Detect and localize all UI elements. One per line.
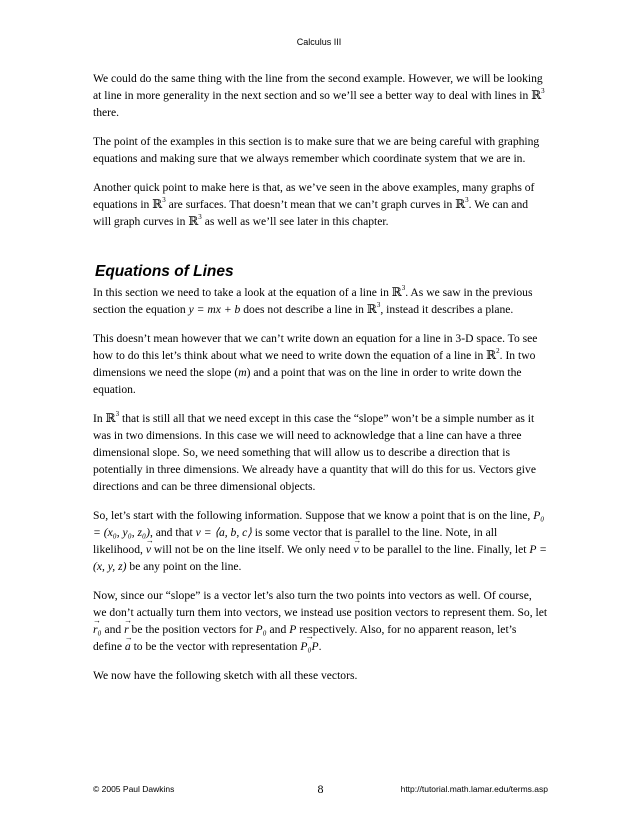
superscript: 3 (541, 87, 545, 95)
paragraph-3 (93, 179, 548, 230)
paragraph-text: In this section we need to take a look at the equation of a line in (93, 286, 389, 299)
real-numbers-symbol: ℝ (391, 285, 402, 299)
section-title: Equations of Lines (95, 263, 234, 280)
real-numbers-symbol: ℝ (455, 197, 466, 211)
paragraph-text: be any point on the line. (129, 560, 242, 573)
paragraph-text: , instead it describes a plane. (380, 303, 514, 316)
paragraph-text: In (93, 412, 103, 425)
paragraph-9: We now have the following sketch with all these vectors. (93, 669, 358, 682)
paragraph-text: . We can and will graph curves in (93, 198, 529, 228)
paragraph-text: be the position vectors for (131, 623, 253, 636)
paragraph-text: that is still all that we need except in this case the “slope” won’t be a simple number as it was in two dimensions. In this case we will need to acknowledge that a line can have a three dimensional slope. So, we need something that will allow us to describe a direction that is potentially in three dimensions. We already have a quantity that will do this for us. Vectors give directions and can be three dimensional objects. (93, 412, 536, 493)
page-footer (93, 782, 548, 798)
slope-symbol: m (238, 366, 247, 379)
paragraph-text: We could do the same thing with the line from the second example. However, we will be looking at line in more generality in the next section and so we’ll see a better way to deal with lines in (93, 72, 543, 102)
superscript: 3 (401, 284, 406, 292)
real-numbers-symbol: ℝ (531, 88, 542, 102)
paragraph-text: So, let’s start with the following information. Suppose that we know a point that is on the line, (93, 509, 531, 522)
real-numbers-symbol: ℝ (366, 302, 377, 316)
terms-url: http://tutorial.math.lamar.edu/terms.asp (400, 784, 548, 794)
real-numbers-symbol: ℝ (152, 197, 163, 211)
paragraph-8 (93, 587, 548, 655)
paragraph-text: . (318, 640, 322, 653)
paragraph-text: does not describe a line in (243, 303, 364, 316)
paragraph-text: Another quick point to make here is that, as we’ve seen in the above examples, many graphs of equations in (93, 181, 535, 211)
real-numbers-symbol: ℝ (188, 214, 199, 228)
paragraph-6 (93, 410, 548, 495)
vector-a-symbol: → a (125, 638, 131, 655)
paragraph-1 (93, 70, 548, 121)
page-number: 8 (317, 782, 324, 796)
superscript: 3 (198, 213, 202, 221)
paragraph-4 (93, 284, 548, 318)
paragraph-text: and (104, 623, 122, 636)
superscript: 3 (115, 410, 120, 418)
vector-v-symbol: → v (353, 541, 358, 558)
paragraph-text: to be the vector with representation (133, 640, 298, 653)
paragraph-7 (93, 507, 548, 575)
vector-v-symbol: → v (146, 541, 151, 558)
page-header: Calculus III (296, 37, 342, 47)
paragraph-text: is some vector that is parallel to the line. Note, in all likelihood, (93, 526, 498, 556)
paragraph-text: will not be on the line itself. We only need (153, 543, 351, 556)
paragraph-5 (93, 330, 548, 398)
real-numbers-symbol: ℝ (105, 411, 116, 425)
paragraph-text: respectively. Also, for no apparent reason, let’s define (93, 623, 517, 653)
paragraph-2: The point of the examples in this section is to make sure that we are being careful with graphing equations and making sure that we always remember which coordinate system that we are in. (93, 135, 540, 165)
superscript: 3 (465, 196, 469, 204)
paragraph-text: there. (93, 106, 120, 119)
superscript: 3 (162, 196, 166, 204)
point-p-equation: P = (x, y, z) (93, 543, 547, 573)
paragraph-text: to be parallel to the line. Finally, let (361, 543, 527, 556)
point-p0-symbol: P₀ (255, 623, 267, 636)
point-p-symbol: P (289, 623, 297, 636)
real-numbers-symbol: ℝ (486, 348, 497, 362)
paragraph-text: This doesn’t mean however that we can’t write down an equation for a line in 3-D space. To see how to do this let’s think about what we need to write down the equation of a line in (93, 332, 538, 362)
paragraph-text: ) and a point that was on the line in order to write down the equation. (93, 366, 522, 396)
vector-r0-symbol: → r₀ (93, 621, 102, 638)
vector-p0p-symbol: → P₀P (300, 638, 318, 655)
paragraph-text: . As we saw in the previous section the equation (93, 286, 533, 316)
paragraph-text: Now, since our “slope” is a vector let’s also turn the two points into vectors as well. Of course, we don’t actually turn them into vectors, we instead use position vectors to represent them. So, let (93, 589, 548, 619)
paragraph-text: are surfaces. That doesn’t mean that we can’t graph curves in (168, 198, 453, 211)
paragraph-text: as well as we’ll see later in this chapter. (204, 215, 389, 228)
document-body (93, 70, 548, 696)
superscript: 2 (496, 347, 500, 355)
vector-v-equation: v = ⟨a, b, c⟩ (195, 526, 252, 539)
paragraph-text: . In two dimensions we need the slope ( (93, 349, 536, 379)
paragraph-text: , and that (149, 526, 193, 539)
paragraph-text: and (269, 623, 287, 636)
superscript: 3 (376, 301, 381, 309)
vector-r-symbol: → r (124, 621, 129, 638)
copyright-text: © 2005 Paul Dawkins (93, 784, 175, 794)
point-p0-equation: P₀ = (x₀, y₀, z₀) (93, 509, 545, 539)
line-equation: y = mx + b (188, 303, 241, 316)
